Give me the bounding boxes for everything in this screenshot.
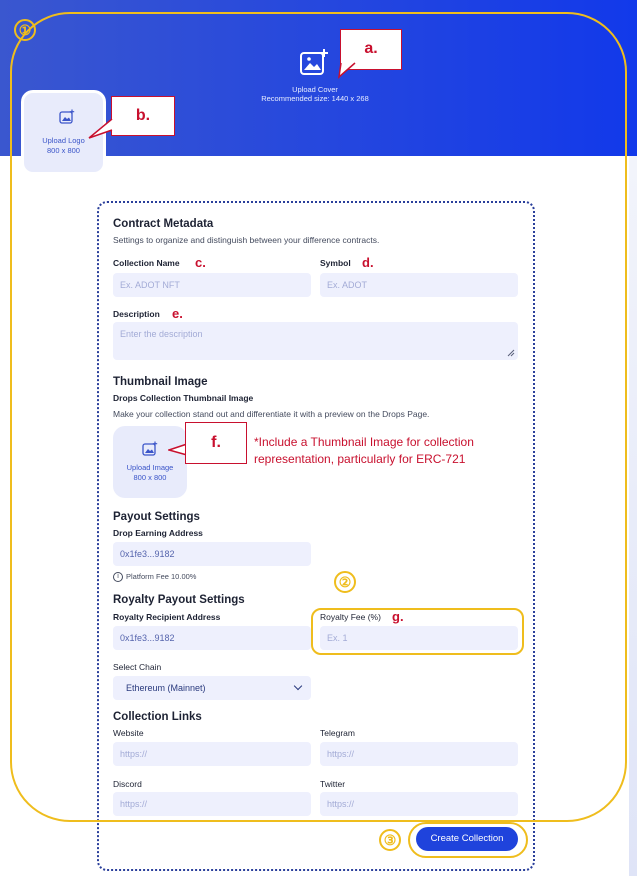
page-side-strip <box>629 156 637 876</box>
symbol-label: Symbol <box>320 258 351 268</box>
select-chain-label: Select Chain <box>113 662 162 672</box>
annotation-a-pointer <box>338 62 358 80</box>
drop-earning-address-input[interactable]: 0x1fe3...9182 <box>113 542 311 566</box>
collection-name-label: Collection Name <box>113 258 180 268</box>
telegram-label: Telegram <box>320 728 355 738</box>
thumbnail-description: Make your collection stand out and differentiate it with a preview on the Drops Page. <box>113 409 430 419</box>
section-3-marker: ③ <box>379 829 401 851</box>
thumbnail-upload-label: Upload Image <box>126 463 174 472</box>
collection-name-input[interactable]: Ex. ADOT NFT <box>113 273 311 297</box>
royalty-recipient-input[interactable]: 0x1fe3...9182 <box>113 626 311 650</box>
thumbnail-size-hint: 800 x 800 <box>133 473 167 482</box>
annotation-c: c. <box>195 255 206 270</box>
info-icon: i <box>113 572 123 582</box>
description-placeholder: Enter the description <box>120 329 203 339</box>
image-upload-icon <box>142 441 158 456</box>
thumbnail-upload-area[interactable] <box>113 426 187 498</box>
royalty-recipient-label: Royalty Recipient Address <box>113 612 221 622</box>
platform-fee-hint <box>113 572 196 582</box>
thumbnail-title: Thumbnail Image <box>113 376 208 388</box>
website-label: Website <box>113 728 144 738</box>
thumbnail-subtitle: Drops Collection Thumbnail Image <box>113 393 254 403</box>
annotation-d: d. <box>362 255 374 270</box>
chain-select[interactable] <box>113 676 311 700</box>
annotation-b-pointer <box>88 118 114 140</box>
royalty-fee-label: Royalty Fee (%) <box>320 612 381 622</box>
drop-earning-address-label: Drop Earning Address <box>113 528 203 538</box>
chain-select-value: Ethereum (Mainnet) <box>126 683 206 693</box>
resize-handle-icon[interactable] <box>507 349 515 357</box>
collection-links-title: Collection Links <box>113 711 202 723</box>
chevron-down-icon <box>294 682 302 690</box>
image-upload-icon <box>59 109 75 124</box>
annotation-g: g. <box>392 609 404 624</box>
annotation-e: e. <box>172 306 183 321</box>
cover-size-hint: Recommended size: 1440 x 268 <box>261 94 369 103</box>
annotation-f: f. <box>185 422 247 464</box>
royalty-settings-title: Royalty Payout Settings <box>113 594 245 606</box>
discord-label: Discord <box>113 779 142 789</box>
logo-upload-label: Upload Logo <box>42 136 85 145</box>
cover-upload-label: Upload Cover <box>292 85 338 94</box>
royalty-fee-input[interactable]: Ex. 1 <box>320 626 518 650</box>
website-input[interactable]: https:// <box>113 742 311 766</box>
twitter-input[interactable]: https:// <box>320 792 518 816</box>
image-upload-icon[interactable] <box>300 48 330 76</box>
twitter-label: Twitter <box>320 779 346 789</box>
logo-size-hint: 800 x 800 <box>47 146 80 155</box>
contract-metadata-title: Contract Metadata <box>113 218 214 230</box>
description-textarea[interactable] <box>113 322 518 360</box>
telegram-input[interactable]: https:// <box>320 742 518 766</box>
platform-fee-text: Platform Fee 10.00% <box>126 572 197 581</box>
section-2-marker: ② <box>334 571 356 593</box>
annotation-a: a. <box>340 29 402 70</box>
section-1-marker: ① <box>14 19 36 41</box>
create-collection-button[interactable]: Create Collection <box>416 827 518 851</box>
symbol-input[interactable]: Ex. ADOT <box>320 273 518 297</box>
thumbnail-note: *Include a Thumbnail Image for collection representation, particularly for ERC-721 <box>254 435 474 466</box>
annotation-b: b. <box>111 96 175 136</box>
contract-metadata-subtitle: Settings to organize and distinguish between your difference contracts. <box>113 235 380 245</box>
discord-input[interactable]: https:// <box>113 792 311 816</box>
description-label: Description <box>113 309 160 319</box>
payout-settings-title: Payout Settings <box>113 511 200 523</box>
unused <box>99 858 107 866</box>
